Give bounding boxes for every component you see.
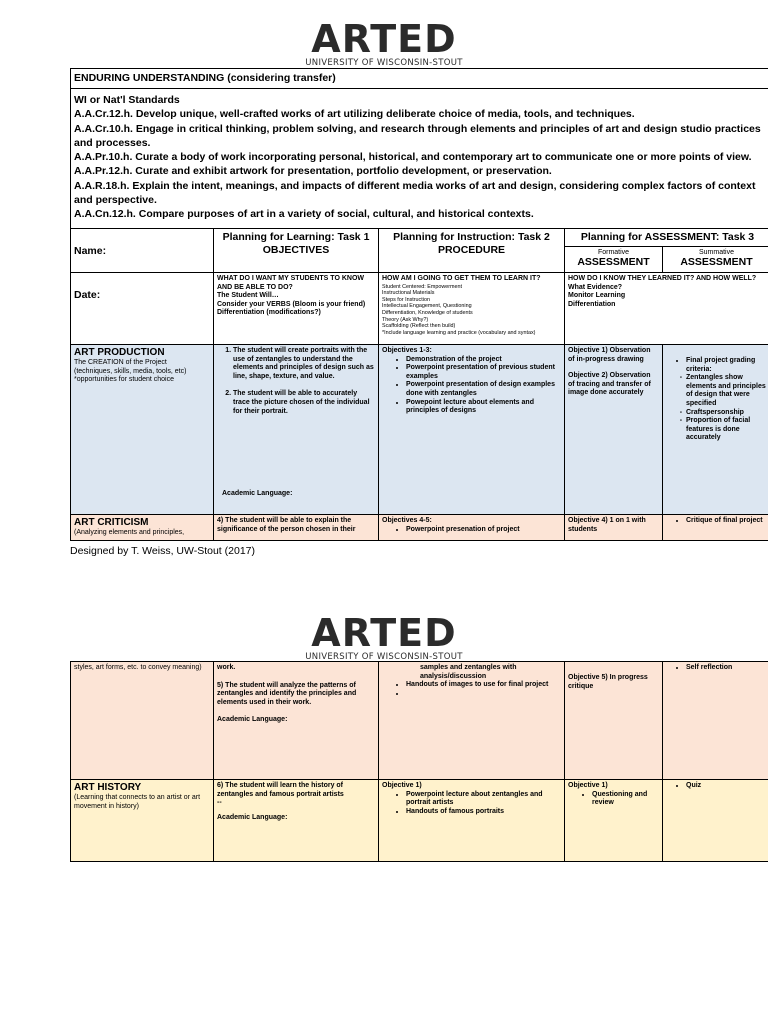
academic-language: Academic Language: — [217, 813, 288, 821]
procedure-item: • Powerpoint presentation of previous student examples — [406, 364, 561, 381]
procedure-item: • Powerpoint lecture about zentangles and portrait artists — [406, 791, 561, 808]
section-desc: (techniques, skills, media, tools, etc) — [74, 367, 187, 375]
objective-continuation: work. — [217, 664, 236, 671]
section-desc: (Analyzing elements and principles, — [74, 529, 185, 536]
procedure-item: • Handouts of famous portraits — [406, 808, 561, 817]
summative-assessment-label: ASSESSMENT — [680, 256, 753, 268]
section-desc: (Learning that connects to an artist or art movement in history) — [74, 794, 201, 810]
procedure-title: Objectives 1-3: — [382, 347, 432, 354]
production-summative — [663, 345, 768, 515]
standard-item: A.A.Cn.12.h. Compare purposes of art in a variety of social, cultural, and historical contexts. — [74, 208, 534, 221]
procedure-title: Objective 1) — [382, 782, 422, 789]
arted-logo — [0, 611, 768, 662]
lesson-plan-table-continued — [70, 661, 768, 862]
criticism-objectives-cont — [214, 662, 379, 780]
guidance-line: WHAT DO I WANT MY STUDENTS TO KNOW AND BE ABLE TO DO? — [217, 275, 364, 291]
summative-item: • Final project grading criteria: — [686, 357, 767, 374]
standard-item: A.A.Cr.12.h. Develop unique, well-crafted works of art utilizing deliberate choice of media, tools, and techniques. — [74, 108, 635, 121]
art-criticism-desc-cont: styles, art forms, etc. to convey meaning) — [71, 662, 214, 780]
guidance-line: Differentiation — [568, 300, 616, 308]
production-procedure — [379, 345, 565, 515]
logo-wordmark: ARTED — [311, 17, 457, 61]
guidance-item: Steps for Instruction — [382, 296, 430, 303]
objective-item: 5) The student will analyze the patterns of zentangles and identify the principles and elements used in their work. — [217, 681, 357, 706]
academic-language: Academic Language: — [222, 490, 293, 497]
academic-language: Academic Language: — [217, 716, 288, 724]
standard-item: A.A.Pr.12.h. Curate and exhibit artwork for presentation, portfolio development, or preservation. — [74, 165, 552, 178]
standards-block — [71, 89, 768, 229]
guidance-line: What Evidence? — [568, 283, 623, 291]
guidance-item: Student Centered: Empowerment — [382, 283, 463, 290]
arted-logo — [0, 17, 768, 68]
procedure-continuation: samples and zentangles with analysis/discussion — [420, 664, 517, 680]
procedure-item: • Powepoint lecture about elements and principles of designs — [406, 399, 561, 416]
history-objectives — [214, 780, 379, 862]
guidance-item: Theory (Ask Why?) — [382, 316, 429, 323]
task1-title: Planning for Learning: Task 1 — [222, 231, 370, 243]
lesson-plan-table — [70, 68, 768, 541]
history-summative — [663, 780, 768, 862]
criticism-summative-cont — [663, 662, 768, 780]
section-title: ART HISTORY — [74, 782, 142, 793]
standard-item: A.A.Pr.10.h. Curate a body of work incorporating personal, historical, and contemporary art to communicate one or more points of view. — [74, 151, 752, 164]
task1-subtitle: OBJECTIVES — [262, 244, 330, 256]
logo-wordmark: ARTED — [311, 611, 457, 655]
standard-item: A.A.Cr.10.h. Engage in critical thinking, problem solving, and research through elements and principles of art and design studio practices and processes. — [74, 122, 761, 149]
criticism-formative: Objective 4) 1 on 1 with students — [565, 515, 663, 541]
task1-header — [214, 229, 379, 273]
guidance-item: *Include language learning and practice (vocabulary and syntax) — [382, 329, 536, 336]
criticism-procedure-cont — [379, 662, 565, 780]
guidance-item: Scaffolding (Reflect then build) — [382, 323, 456, 330]
guidance-line: Differentiation (modifications?) — [217, 309, 321, 317]
procedure-item: • Handouts of images to use for final project — [406, 681, 561, 690]
art-criticism-label — [71, 515, 214, 541]
task2-title: Planning for Instruction: Task 2 — [393, 231, 550, 243]
enduring-understanding: ENDURING UNDERSTANDING (considering transfer) — [71, 69, 768, 89]
criticism-formative-cont: Objective 5) In progress critique — [565, 662, 663, 780]
date-label: Date: — [71, 273, 214, 345]
logo-subtitle: UNIVERSITY OF WISCONSIN-STOUT — [305, 58, 463, 68]
criticism-objectives: 4) The student will be able to explain the significance of the person chosen in their — [214, 515, 379, 541]
section-desc: *opportunities for student choice — [74, 376, 175, 384]
objective-item: 6) The student will learn the history of zentangles and famous portrait artists — [217, 782, 344, 798]
section-desc: The CREATION of the Project — [74, 359, 167, 366]
objectives-guidance — [214, 273, 379, 345]
formative-item: Objective 1) Observation of in-progress drawing — [568, 347, 651, 363]
procedure-guidance — [379, 273, 565, 345]
procedure-title: Objectives 4-5: — [382, 517, 432, 524]
designer-credit: Designed by T. Weiss, UW-Stout (2017) — [70, 545, 255, 557]
art-history-label — [71, 780, 214, 862]
standards-title: WI or Nat'l Standards — [74, 94, 180, 106]
procedure-item: • Powerpoint presentation of design examples done with zentangles — [406, 381, 561, 398]
task2-header — [379, 229, 565, 273]
procedure-item: • Demonstration of the project — [406, 356, 561, 365]
assessment-guidance — [565, 273, 768, 345]
formative-header — [565, 247, 663, 273]
guidance-line: HOW DO I KNOW THEY LEARNED IT? AND HOW WELL? — [568, 275, 757, 282]
guidance-item: Intellectual Engagement, Questioning — [382, 303, 472, 310]
history-procedure — [379, 780, 565, 862]
task3-header: Planning for ASSESSMENT: Task 3 — [565, 229, 768, 247]
summative-label: Summative — [698, 249, 734, 256]
standard-item: A.A.R.18.h. Explain the intent, meanings, and impacts of different media works of art and design, considering complex factors of context and perspective. — [74, 179, 756, 207]
production-objectives — [214, 345, 379, 515]
procedure-item — [406, 690, 561, 699]
formative-title: Objective 1) — [568, 782, 608, 789]
summative-item: - Proportion of facial features is done accurately — [686, 417, 767, 443]
formative-assessment-label: ASSESSMENT — [577, 256, 650, 268]
section-title: ART CRITICISM — [74, 517, 149, 528]
name-label: Name: — [71, 229, 214, 273]
guidance-item: Instructional Materials — [382, 290, 435, 297]
summative-item: - Zentangles show elements and principles of design that were specified — [686, 374, 767, 408]
summative-item: - Craftspersonship — [686, 409, 767, 418]
art-production-label — [71, 345, 214, 515]
criticism-procedure — [379, 515, 565, 541]
production-formative — [565, 345, 663, 515]
guidance-line: Consider your VERBS (Bloom is your friend) — [217, 300, 366, 308]
summative-item: • Quiz — [686, 782, 767, 791]
objective-dash: -- — [217, 799, 222, 807]
guidance-line: The Student Will… — [217, 292, 279, 300]
summative-item: • Critique of final project — [686, 517, 767, 526]
guidance-line: Monitor Learning — [568, 292, 626, 300]
summative-item: • Self reflection — [686, 664, 767, 673]
logo-subtitle: UNIVERSITY OF WISCONSIN-STOUT — [305, 652, 463, 662]
guidance-line: HOW AM I GOING TO GET THEM TO LEARN IT? — [382, 275, 541, 282]
guidance-item: Differentiation, Knowledge of students — [382, 309, 473, 316]
summative-header — [663, 247, 768, 273]
criticism-summative — [663, 515, 768, 541]
formative-item: Objective 2) Observation of tracing and transfer of image done accurately — [568, 372, 651, 397]
history-formative — [565, 780, 663, 862]
procedure-item: • Powerpoint presenation of project — [406, 526, 561, 535]
section-title: ART PRODUCTION — [74, 347, 165, 358]
formative-label: Formative — [597, 249, 630, 256]
objective-item: 2. The student will be able to accurately trace the picture chosen of the individual for their portrait. — [233, 390, 375, 416]
formative-item: • Questioning and review — [592, 791, 659, 808]
objective-item: 1. The student will create portraits with the use of zentangles to understand the elements and principles of design such as line, shape, texture, and value. — [233, 347, 375, 381]
task2-subtitle: PROCEDURE — [437, 244, 506, 256]
